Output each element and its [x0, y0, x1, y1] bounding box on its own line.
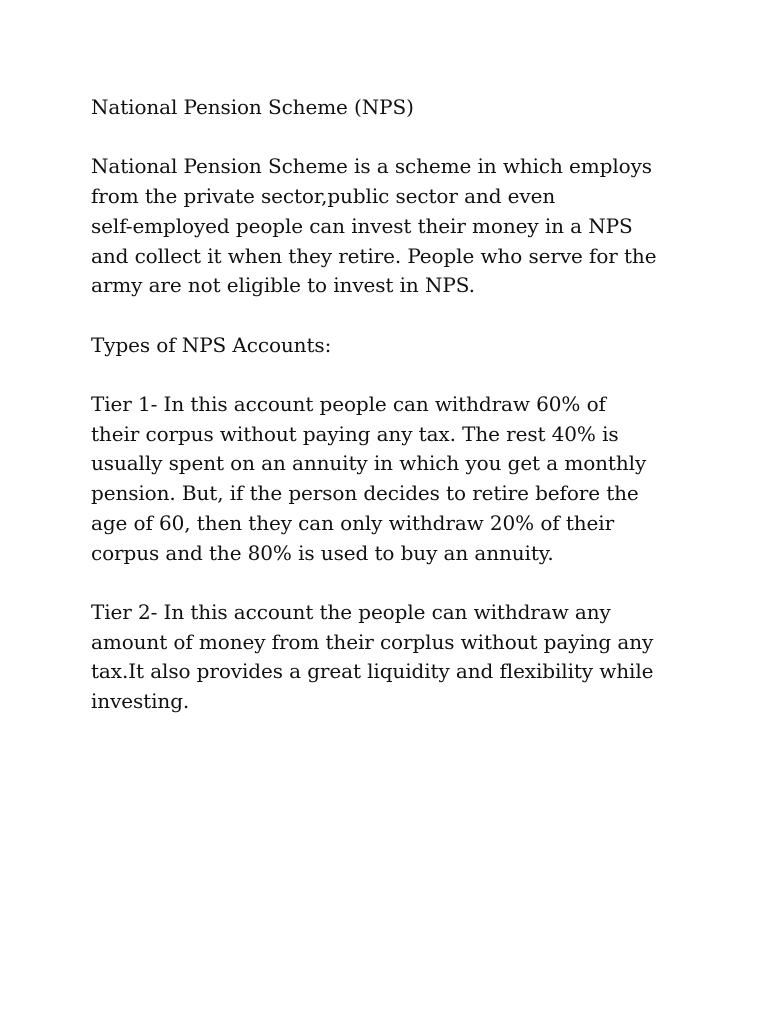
tier2-paragraph: [91, 598, 711, 717]
tier2-line: investing.: [91, 689, 190, 713]
tier1-paragraph: [91, 390, 711, 568]
tier2-line: amount of money from their corplus without paying any: [91, 629, 654, 654]
paragraph-gap: [91, 360, 711, 390]
tier2-line: Tier 2- In this account the people can withdraw any: [91, 599, 611, 624]
intro-line: and collect it when they retire. People who serve for the: [91, 243, 657, 268]
intro-line: National Pension Scheme is a scheme in which employs: [91, 154, 652, 179]
tier2-line: tax.It also provides a great liquidity and flexibility while: [91, 659, 654, 684]
intro-line: army are not eligible to invest in NPS.: [91, 273, 475, 298]
tier1-line: pension. But, if the person decides to retire before the: [91, 481, 639, 506]
tier1-line: age of 60, then they can only withdraw 20% of their: [91, 510, 615, 535]
paragraph-gap: [91, 568, 711, 598]
intro-line: from the private sector,public sector and even: [91, 184, 556, 209]
types-heading: Types of NPS Accounts:: [91, 332, 332, 357]
tier1-line: corpus and the 80% is used to buy an annuity.: [91, 540, 554, 565]
intro-paragraph: [91, 152, 711, 301]
tier1-line: their corpus without paying any tax. The rest 40% is: [91, 421, 619, 446]
document-body: [91, 93, 711, 717]
paragraph-gap: [91, 123, 711, 153]
paragraph-gap: [91, 301, 711, 331]
tier1-line: Tier 1- In this account people can withdraw 60% of: [91, 391, 606, 416]
document-title: National Pension Scheme (NPS): [91, 95, 414, 119]
tier1-line: usually spent on an annuity in which you get a monthly: [91, 451, 647, 476]
intro-line: self-employed people can invest their money in a NPS: [91, 213, 633, 238]
